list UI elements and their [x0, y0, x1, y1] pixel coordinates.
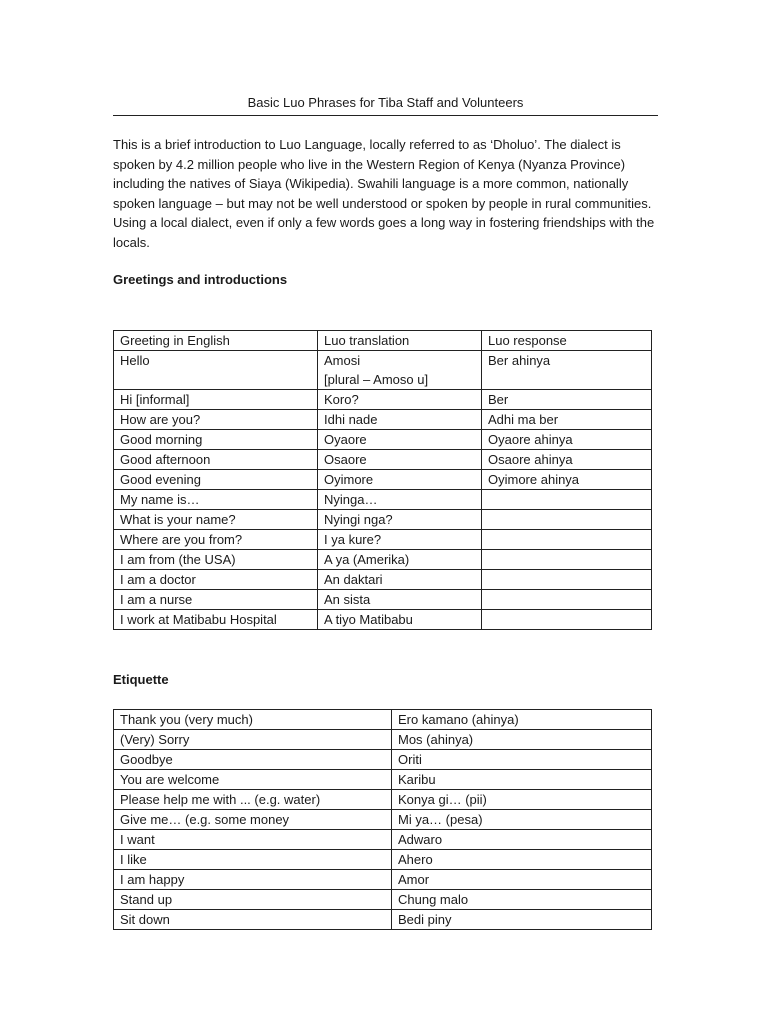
cell-luo-translation: Konya gi… (pii)	[392, 790, 652, 810]
cell-luo-response: Ber ahinya	[482, 351, 652, 390]
etiquette-heading: Etiquette	[113, 672, 169, 687]
table-row	[114, 730, 652, 750]
cell-luo-translation	[318, 530, 482, 550]
cell-english: Hello	[114, 351, 318, 390]
table-row	[114, 351, 652, 390]
cell-english: What is your name?	[114, 510, 318, 530]
table-header-row	[114, 331, 652, 351]
luo-translation-text: Idhi nade	[324, 412, 378, 427]
table-row	[114, 510, 652, 530]
cell-luo-translation	[318, 590, 482, 610]
table-row	[114, 810, 652, 830]
cell-luo-translation: Amor	[392, 870, 652, 890]
intro-paragraph: This is a brief introduction to Luo Language, locally referred to as ‘Dholuo’. The dialect is spoken by 4.2 million people who live in the Western Region of Kenya (Nyanza Province) including the natives of Siaya (Wikipedia). Swahili language is a more common, nationally spoken language – but may not be well understood or spoken by people in rural communities. Using a local dialect, even if only a few words goes a long way in fostering friendships with the locals.	[113, 137, 655, 250]
luo-translation-text: A ya (Amerika)	[324, 552, 410, 567]
cell-english: I am a nurse	[114, 590, 318, 610]
cell-luo-translation	[318, 550, 482, 570]
cell-luo-translation	[318, 490, 482, 510]
cell-english: Goodbye	[114, 750, 392, 770]
page-title: Basic Luo Phrases for Tiba Staff and Volunteers	[113, 95, 658, 116]
greetings-heading: Greetings and introductions	[113, 272, 288, 287]
cell-luo-translation: Ahero	[392, 850, 652, 870]
table-row	[114, 610, 652, 630]
cell-luo-translation: Bedi piny	[392, 910, 652, 930]
cell-english: (Very) Sorry	[114, 730, 392, 750]
cell-english: Stand up	[114, 890, 392, 910]
cell-english: Good evening	[114, 470, 318, 490]
cell-luo-response	[482, 530, 652, 550]
table-row	[114, 850, 652, 870]
cell-english: Give me… (e.g. some money	[114, 810, 392, 830]
luo-translation-text: An sista	[324, 592, 371, 607]
cell-luo-translation	[318, 510, 482, 530]
cell-luo-response	[482, 570, 652, 590]
cell-luo-response	[482, 590, 652, 610]
column-header-response: Luo response	[482, 331, 652, 351]
table-row	[114, 550, 652, 570]
table-row	[114, 770, 652, 790]
cell-english: I am a doctor	[114, 570, 318, 590]
cell-luo-translation: Chung malo	[392, 890, 652, 910]
etiquette-table	[113, 709, 652, 930]
cell-luo-response	[482, 490, 652, 510]
cell-luo-translation: Mos (ahinya)	[392, 730, 652, 750]
table-row	[114, 590, 652, 610]
cell-english: You are welcome	[114, 770, 392, 790]
cell-luo-response: Adhi ma ber	[482, 410, 652, 430]
cell-luo-response: Oyaore ahinya	[482, 430, 652, 450]
cell-english: I want	[114, 830, 392, 850]
luo-translation-text: Oyaore	[324, 432, 367, 447]
table-row	[114, 490, 652, 510]
luo-translation-text: Osaore	[324, 452, 367, 467]
column-header-english: Greeting in English	[114, 331, 318, 351]
cell-luo-translation	[318, 390, 482, 410]
luo-translation-text: Nyinga…	[324, 492, 378, 507]
luo-translation-text: An daktari	[324, 572, 383, 587]
cell-luo-translation	[318, 470, 482, 490]
table-row	[114, 450, 652, 470]
cell-english: Thank you (very much)	[114, 710, 392, 730]
table-row	[114, 470, 652, 490]
cell-luo-response	[482, 550, 652, 570]
table-row	[114, 710, 652, 730]
cell-luo-translation: Karibu	[392, 770, 652, 790]
cell-english: Good afternoon	[114, 450, 318, 470]
cell-english: Sit down	[114, 910, 392, 930]
table-row	[114, 890, 652, 910]
table-row	[114, 750, 652, 770]
cell-english: My name is…	[114, 490, 318, 510]
column-header-luo: Luo translation	[318, 331, 482, 351]
cell-luo-translation: Mi ya… (pesa)	[392, 810, 652, 830]
luo-translation-text: I ya kure?	[324, 532, 382, 547]
cell-english: Please help me with ... (e.g. water)	[114, 790, 392, 810]
cell-luo-translation	[318, 410, 482, 430]
cell-luo-response: Ber	[482, 390, 652, 410]
luo-translation-text: Oyimore	[324, 472, 374, 487]
luo-translation-text: A tiyo Matibabu	[324, 612, 413, 627]
table-row	[114, 830, 652, 850]
luo-translation-plural: [plural – Amoso u]	[324, 372, 429, 387]
cell-luo-translation	[318, 430, 482, 450]
table-row	[114, 530, 652, 550]
cell-english: I like	[114, 850, 392, 870]
cell-english: I work at Matibabu Hospital	[114, 610, 318, 630]
cell-luo-response: Oyimore ahinya	[482, 470, 652, 490]
cell-luo-response: Osaore ahinya	[482, 450, 652, 470]
luo-translation-text: Koro?	[324, 392, 359, 407]
table-row	[114, 390, 652, 410]
table-row	[114, 410, 652, 430]
cell-english: I am happy	[114, 870, 392, 890]
table-row	[114, 870, 652, 890]
cell-english: How are you?	[114, 410, 318, 430]
table-row	[114, 570, 652, 590]
cell-luo-translation	[318, 351, 482, 390]
luo-translation-text: Amosi	[324, 353, 361, 368]
luo-translation-text: Nyingi nga?	[324, 512, 393, 527]
cell-english: I am from (the USA)	[114, 550, 318, 570]
cell-luo-translation	[318, 450, 482, 470]
cell-luo-translation: Oriti	[392, 750, 652, 770]
table-row	[114, 430, 652, 450]
greetings-table	[113, 330, 652, 630]
cell-luo-response	[482, 610, 652, 630]
cell-luo-translation	[318, 610, 482, 630]
cell-english: Where are you from?	[114, 530, 318, 550]
cell-luo-translation	[318, 570, 482, 590]
cell-english: Hi [informal]	[114, 390, 318, 410]
table-row	[114, 790, 652, 810]
cell-luo-response	[482, 510, 652, 530]
cell-luo-translation: Ero kamano (ahinya)	[392, 710, 652, 730]
cell-luo-translation: Adwaro	[392, 830, 652, 850]
table-row	[114, 910, 652, 930]
cell-english: Good morning	[114, 430, 318, 450]
